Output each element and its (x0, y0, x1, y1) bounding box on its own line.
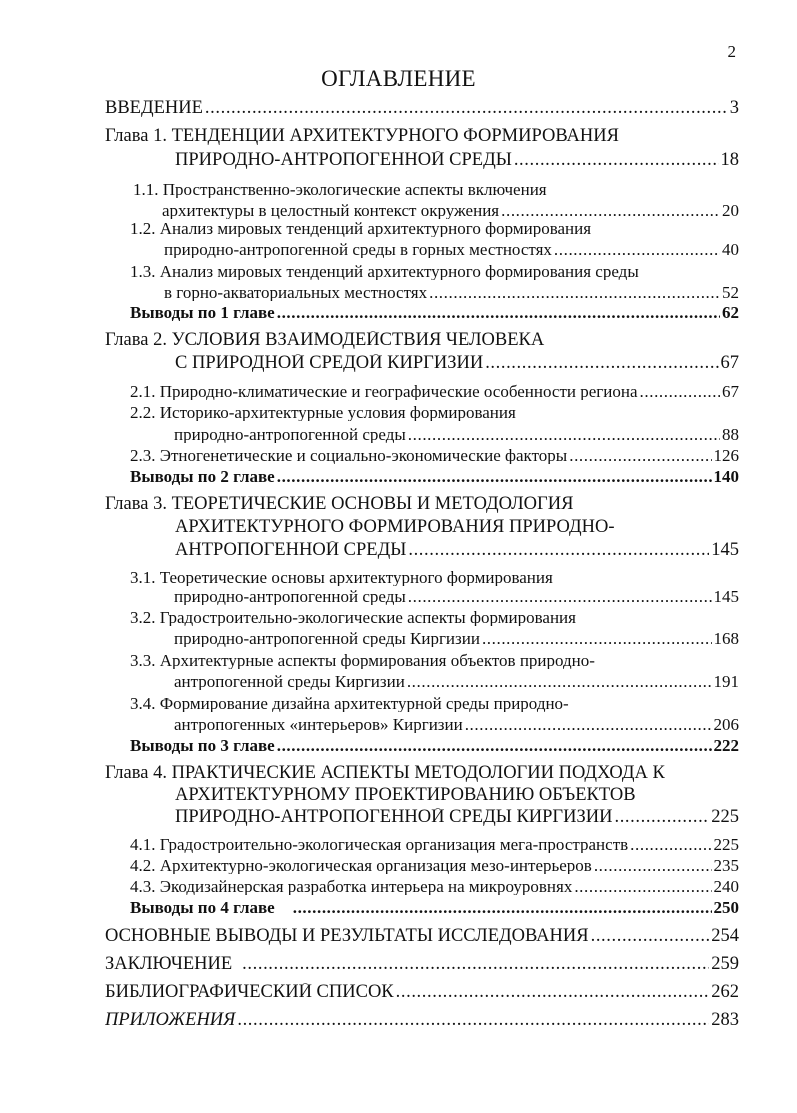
toc-section-2-2-end[interactable] (174, 426, 739, 443)
toc-entry-text: БИБЛИОГРАФИЧЕСКИЙ СПИСОК (105, 983, 394, 1002)
toc-conclusion-3[interactable] (130, 737, 739, 754)
toc-chapter-2-heading[interactable]: Глава 2. УСЛОВИЯ ВЗАИМОДЕЙСТВИЯ ЧЕЛОВЕКА (105, 331, 545, 350)
toc-entry-text: ПРИРОДНО-АНТРОПОГЕННОЙ СРЕДЫ (175, 151, 512, 170)
toc-page-number: 67 (720, 354, 739, 373)
toc-page-number: 250 (713, 899, 739, 916)
dot-leader (640, 383, 720, 400)
dot-leader (501, 202, 720, 219)
toc-section-2-1[interactable] (130, 383, 739, 400)
toc-chapter-1-heading[interactable]: Глава 1. ТЕНДЕНЦИИ АРХИТЕКТУРНОГО ФОРМИРОВАНИЯ (105, 127, 619, 146)
toc-page-number: 88 (722, 426, 739, 443)
toc-page-number: 254 (711, 927, 739, 946)
toc-section-1-1-end[interactable] (162, 202, 739, 219)
toc-entry-text: ЗАКЛЮЧЕНИЕ (105, 955, 233, 974)
toc-entry-text: архитектуры в целостный контекст окружения (162, 202, 500, 219)
toc-section-2-2[interactable]: 2.2. Историко-архитектурные условия формирования (130, 404, 516, 421)
toc-chapter-4-heading-2[interactable]: АРХИТЕКТУРНОМУ ПРОЕКТИРОВАНИЮ ОБЪЕКТОВ (175, 786, 636, 805)
dot-leader (482, 630, 712, 647)
toc-entry-text: 4.3. Экодизайнерская разработка интерьера на микроуровнях (130, 878, 573, 895)
toc-entry-text: Выводы по 4 главе (130, 899, 275, 916)
toc-chapter-1-heading-end[interactable] (175, 151, 739, 170)
dot-leader (485, 354, 718, 373)
dot-leader (408, 541, 709, 560)
toc-entry-text: 2.3. Этногенетические и социально-экономические факторы (130, 447, 568, 464)
toc-page-number: 262 (711, 983, 739, 1002)
toc-chapter-3-heading-end[interactable] (175, 541, 739, 560)
toc-section-3-1[interactable]: 3.1. Теоретические основы архитектурного формирования (130, 569, 553, 586)
toc-entry-text: 4.1. Градостроительно-экологическая организация мега-пространств (130, 836, 629, 853)
dot-leader (408, 426, 720, 443)
dot-leader (514, 151, 719, 170)
dot-leader (594, 857, 712, 874)
toc-entry-text: АНТРОПОГЕННОЙ СРЕДЫ (175, 541, 407, 560)
toc-entry-bibliography[interactable] (105, 983, 739, 1002)
toc-entry-text: природно-антропогенной среды Киргизии (174, 630, 480, 647)
toc-section-1-1[interactable]: 1.1. Пространственно-экологические аспекты включения (133, 181, 547, 198)
dot-leader (277, 468, 712, 485)
toc-section-2-3[interactable] (130, 447, 739, 464)
dot-leader (277, 304, 720, 321)
dot-leader (293, 899, 712, 916)
toc-page-number: 52 (722, 284, 739, 301)
toc-entry-text: Выводы по 2 главе (130, 468, 275, 485)
dot-leader (465, 716, 712, 733)
toc-entry-text: С ПРИРОДНОЙ СРЕДОЙ КИРГИЗИИ (175, 354, 484, 373)
toc-page-number: 140 (713, 468, 739, 485)
toc-page-number: 145 (711, 541, 739, 560)
toc-entry-text: Выводы по 1 главе (130, 304, 275, 321)
toc-chapter-4-heading[interactable]: Глава 4. ПРАКТИЧЕСКИЕ АСПЕКТЫ МЕТОДОЛОГИИ ПОДХОДА К (105, 764, 665, 783)
dot-leader (554, 241, 720, 258)
dot-leader (408, 588, 712, 605)
page-title: ОГЛАВЛЕНИЕ (321, 66, 476, 91)
toc-entry-text: природно-антропогенной среды (174, 426, 406, 443)
dot-leader (614, 808, 709, 827)
toc-section-1-2[interactable]: 1.2. Анализ мировых тенденций архитектурного формирования (130, 220, 592, 237)
toc-page-number: 206 (713, 716, 739, 733)
toc-section-4-3[interactable] (130, 878, 739, 895)
toc-page-number: 259 (711, 955, 739, 974)
toc-entry-text: природно-антропогенной среды в горных местностях (164, 241, 552, 258)
toc-entry-text: ПРИРОДНО-АНТРОПОГЕННОЙ СРЕДЫ КИРГИЗИИ (175, 808, 613, 827)
toc-page-number: 222 (713, 737, 739, 754)
toc-entry-results[interactable] (105, 927, 739, 946)
toc-page-number: 283 (711, 1011, 739, 1030)
toc-entry-text: природно-антропогенной среды (174, 588, 406, 605)
toc-section-1-3-end[interactable] (164, 284, 739, 301)
toc-page-number: 3 (729, 99, 739, 118)
toc-chapter-3-heading[interactable]: Глава 3. ТЕОРЕТИЧЕСКИЕ ОСНОВЫ И МЕТОДОЛОГИЯ (105, 495, 574, 514)
toc-page-number: 62 (722, 304, 739, 321)
toc-page-number: 240 (713, 878, 739, 895)
toc-page-number: 67 (722, 383, 739, 400)
dot-leader (396, 983, 710, 1002)
toc-section-3-2-end[interactable] (174, 630, 739, 647)
toc-entry-text: Выводы по 3 главе (130, 737, 275, 754)
toc-entry-text: в горно-акваториальных местностях (164, 284, 428, 301)
toc-page-number: 235 (713, 857, 739, 874)
dot-leader (277, 737, 712, 754)
toc-entry-appendix[interactable] (105, 1011, 739, 1030)
dot-leader (242, 955, 709, 974)
toc-page-number: 126 (713, 447, 739, 464)
toc-entry-text: антропогенных «интерьеров» Киргизии (174, 716, 463, 733)
toc-chapter-3-heading-2[interactable]: АРХИТЕКТУРНОГО ФОРМИРОВАНИЯ ПРИРОДНО- (175, 518, 615, 537)
dot-leader (429, 284, 720, 301)
dot-leader (569, 447, 711, 464)
toc-section-1-3[interactable]: 1.3. Анализ мировых тенденций архитектурного формирования среды (130, 263, 639, 280)
toc-entry-text: ВВЕДЕНИЕ (105, 99, 203, 118)
dot-leader (630, 836, 711, 853)
toc-section-3-4[interactable]: 3.4. Формирование дизайна архитектурной среды природно- (130, 695, 569, 712)
dot-leader (591, 927, 710, 946)
toc-entry-text: антропогенной среды Киргизии (174, 673, 405, 690)
toc-entry-text: 2.1. Природно-климатические и географические особенности региона (130, 383, 638, 400)
toc-conclusion-2[interactable] (130, 468, 739, 485)
toc-entry-text: ПРИЛОЖЕНИЯ (105, 1011, 236, 1030)
dot-leader (237, 1011, 709, 1030)
dot-leader (574, 878, 711, 895)
toc-entry-text: 4.2. Архитектурно-экологическая организация мезо-интерьеров (130, 857, 592, 874)
toc-page-number: 40 (722, 241, 739, 258)
toc-entry-closing[interactable] (105, 955, 739, 974)
toc-conclusion-1[interactable] (130, 304, 739, 321)
toc-page-number: 225 (713, 836, 739, 853)
toc-page-number: 145 (713, 588, 739, 605)
toc-section-3-3[interactable]: 3.3. Архитектурные аспекты формирования объектов природно- (130, 652, 595, 669)
toc-page-number: 225 (711, 808, 739, 827)
toc-section-4-1[interactable] (130, 836, 739, 853)
dot-leader (205, 99, 728, 118)
toc-page-number: 168 (713, 630, 739, 647)
toc-entry-intro[interactable] (105, 99, 739, 118)
toc-section-1-2-end[interactable] (164, 241, 739, 258)
toc-entry-text: ОСНОВНЫЕ ВЫВОДЫ И РЕЗУЛЬТАТЫ ИССЛЕДОВАНИЯ (105, 927, 589, 946)
toc-chapter-2-heading-end[interactable] (175, 354, 739, 373)
toc-conclusion-4[interactable] (130, 899, 739, 916)
toc-chapter-4-heading-end[interactable] (175, 808, 739, 827)
toc-section-3-2[interactable]: 3.2. Градостроительно-экологические аспекты формирования (130, 609, 576, 626)
toc-page-number: 18 (720, 151, 739, 170)
dot-leader (407, 673, 712, 690)
toc-section-3-3-end[interactable] (174, 673, 739, 690)
toc-section-3-1-end[interactable] (174, 588, 739, 605)
toc-section-3-4-end[interactable] (174, 716, 739, 733)
page-number: 2 (727, 42, 736, 61)
toc-section-4-2[interactable] (130, 857, 739, 874)
toc-page-number: 191 (713, 673, 739, 690)
toc-page-number: 20 (722, 202, 739, 219)
